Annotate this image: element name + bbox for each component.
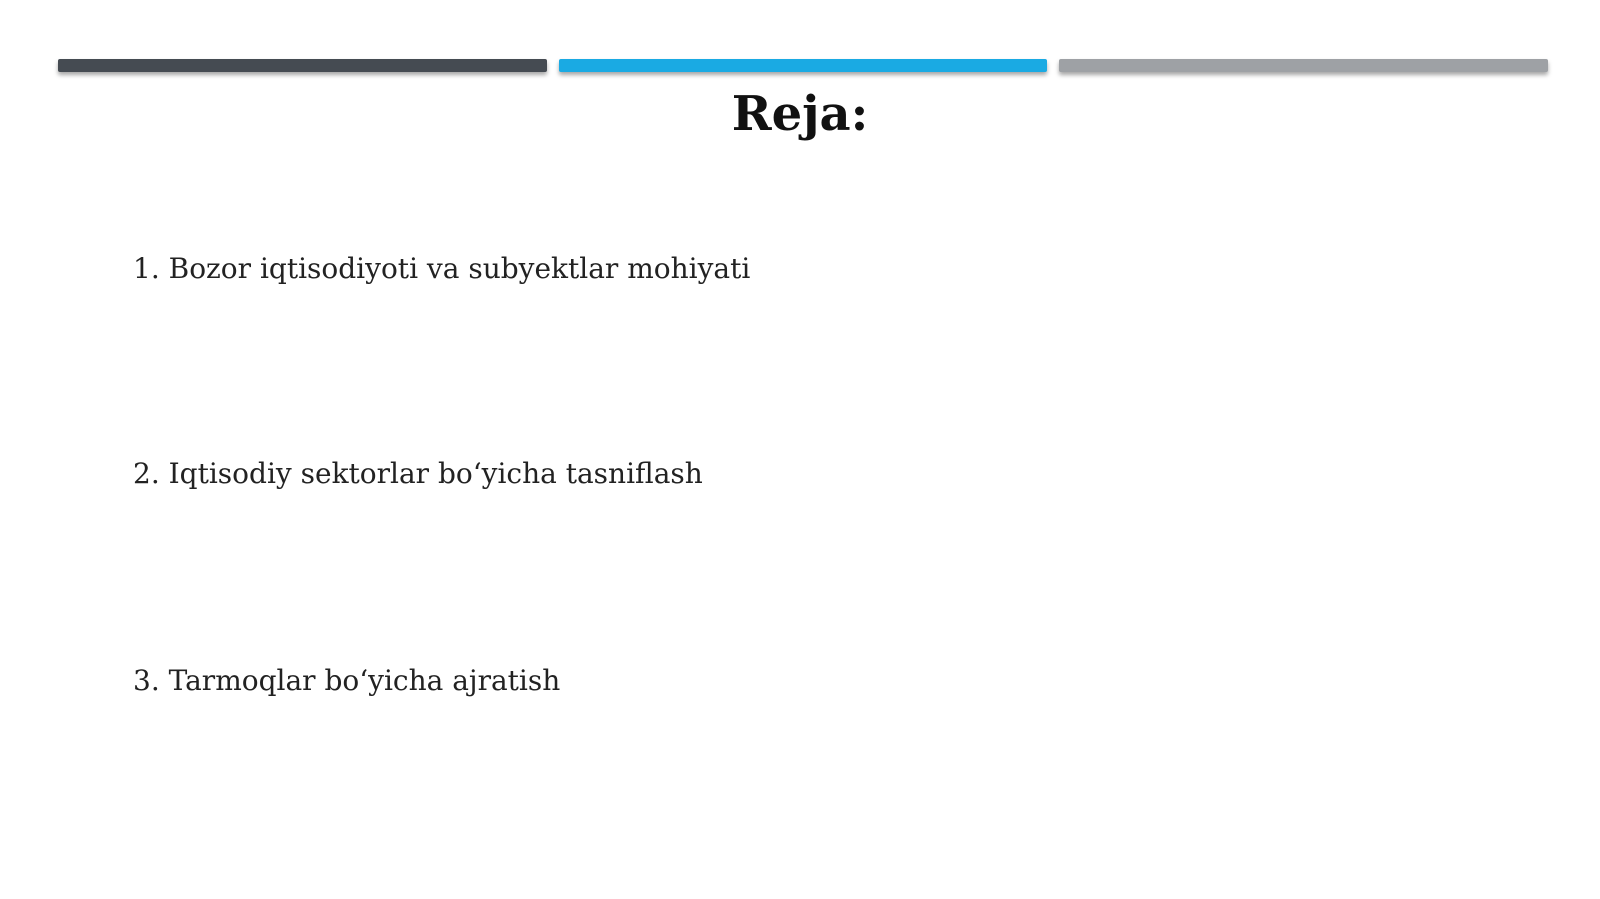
slide-title: Reja:: [731, 86, 869, 142]
header-bar-gray: [1059, 59, 1548, 72]
list-item: 1. Bozor iqtisodiyoti va subyektlar mohiyati: [133, 252, 751, 285]
list-item: 2. Iqtisodiy sektorlar bo‘yicha tasniflash: [133, 457, 703, 490]
list-item: 3. Tarmoqlar bo‘yicha ajratish: [133, 664, 561, 697]
header-bars: [58, 59, 1548, 74]
header-bar-dark: [58, 59, 547, 72]
header-bar-blue: [559, 59, 1048, 72]
